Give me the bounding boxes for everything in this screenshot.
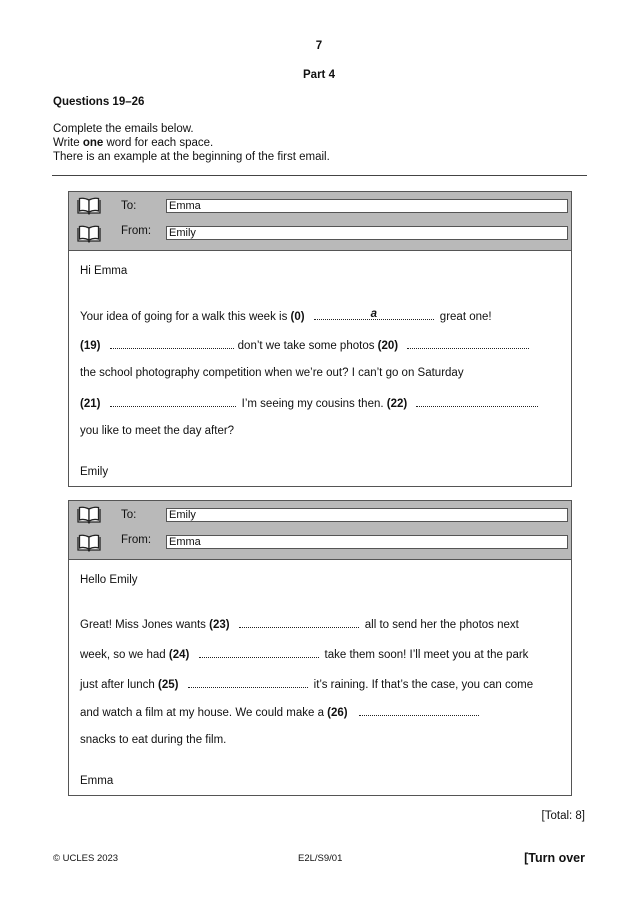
- signoff: Emma: [80, 775, 114, 787]
- text: and watch a film at my house. We could make a: [80, 707, 328, 719]
- text: great one!: [439, 311, 492, 323]
- to-label: To:: [121, 509, 137, 521]
- instruction-line-1: Complete the emails below.: [53, 123, 194, 135]
- from-label: From:: [121, 534, 152, 546]
- answer-blank[interactable]: [416, 395, 538, 407]
- to-field: Emma: [166, 199, 568, 213]
- instruction-line-3: There is an example at the beginning of the first email.: [53, 151, 330, 163]
- page-number: 7: [315, 40, 323, 52]
- email-line: [80, 704, 479, 719]
- instructions: [53, 122, 330, 164]
- email-line: [80, 337, 529, 352]
- email-line: [80, 646, 528, 661]
- text: don’t we take some photos: [237, 340, 378, 352]
- text: Great! Miss Jones wants: [80, 619, 210, 631]
- text: I’m seeing my cousins then.: [241, 398, 387, 410]
- answer-blank[interactable]: [199, 646, 319, 658]
- question-number: (19): [80, 340, 101, 352]
- question-number: (22): [386, 398, 408, 410]
- to-field: Emily: [166, 508, 568, 522]
- answer-blank[interactable]: [359, 704, 479, 716]
- question-number: (26): [327, 707, 348, 719]
- email-line: [80, 308, 492, 323]
- total-marks: [Total: 8]: [541, 810, 585, 822]
- book-icon: [77, 225, 101, 243]
- question-number: (21): [80, 398, 101, 410]
- example-answer: a: [370, 308, 377, 320]
- email-1: [68, 191, 572, 487]
- email-line: you like to meet the day after?: [80, 425, 235, 437]
- to-label: To:: [121, 200, 137, 212]
- book-icon: [77, 534, 101, 552]
- question-number: (23): [209, 619, 230, 631]
- instruction-line-2: [53, 136, 330, 150]
- instruction-text: word for each space.: [103, 137, 214, 149]
- from-label: From:: [121, 225, 152, 237]
- question-number: (25): [157, 679, 179, 691]
- text: Your idea of going for a walk this week is: [80, 311, 291, 323]
- text: just after lunch: [80, 679, 158, 691]
- email-line: [80, 676, 533, 691]
- text: week, so we had: [80, 649, 169, 661]
- greeting: Hello Emily: [80, 574, 138, 586]
- text: it’s raining. If that’s the case, you can come: [313, 679, 534, 691]
- from-field: Emma: [166, 535, 568, 549]
- answer-blank[interactable]: [110, 395, 236, 407]
- instruction-emphasis: one: [82, 137, 104, 149]
- divider: [52, 175, 587, 176]
- question-number: (0): [290, 311, 305, 323]
- email-line: [80, 616, 519, 631]
- question-number: (20): [377, 340, 399, 352]
- turn-over: [Turn over: [524, 851, 585, 865]
- text: take them soon! I’ll meet you at the park: [324, 649, 529, 661]
- question-number: (24): [168, 649, 190, 661]
- signoff: Emily: [80, 466, 109, 478]
- part-title: Part 4: [303, 69, 335, 81]
- answer-blank: [314, 308, 434, 320]
- book-icon: [77, 506, 101, 524]
- answer-blank[interactable]: [188, 676, 308, 688]
- email-line: the school photography competition when we’re out? I can’t go on Saturday: [80, 367, 464, 379]
- email-line: snacks to eat during the film.: [80, 734, 227, 746]
- copyright: © UCLES 2023: [53, 853, 119, 864]
- text: all to send her the photos next: [364, 619, 519, 631]
- answer-blank[interactable]: [407, 337, 529, 349]
- email-header: [69, 192, 571, 251]
- book-icon: [77, 197, 101, 215]
- email-line: [80, 395, 538, 410]
- greeting: Hi Emma: [80, 265, 128, 277]
- from-field: Emily: [166, 226, 568, 240]
- email-header: [69, 501, 571, 560]
- paper-code: E2L/S9/01: [298, 853, 343, 864]
- instruction-text: Write: [53, 137, 83, 149]
- answer-blank[interactable]: [110, 337, 234, 349]
- email-2: [68, 500, 572, 796]
- questions-heading: Questions 19–26: [53, 96, 145, 108]
- answer-blank[interactable]: [239, 616, 359, 628]
